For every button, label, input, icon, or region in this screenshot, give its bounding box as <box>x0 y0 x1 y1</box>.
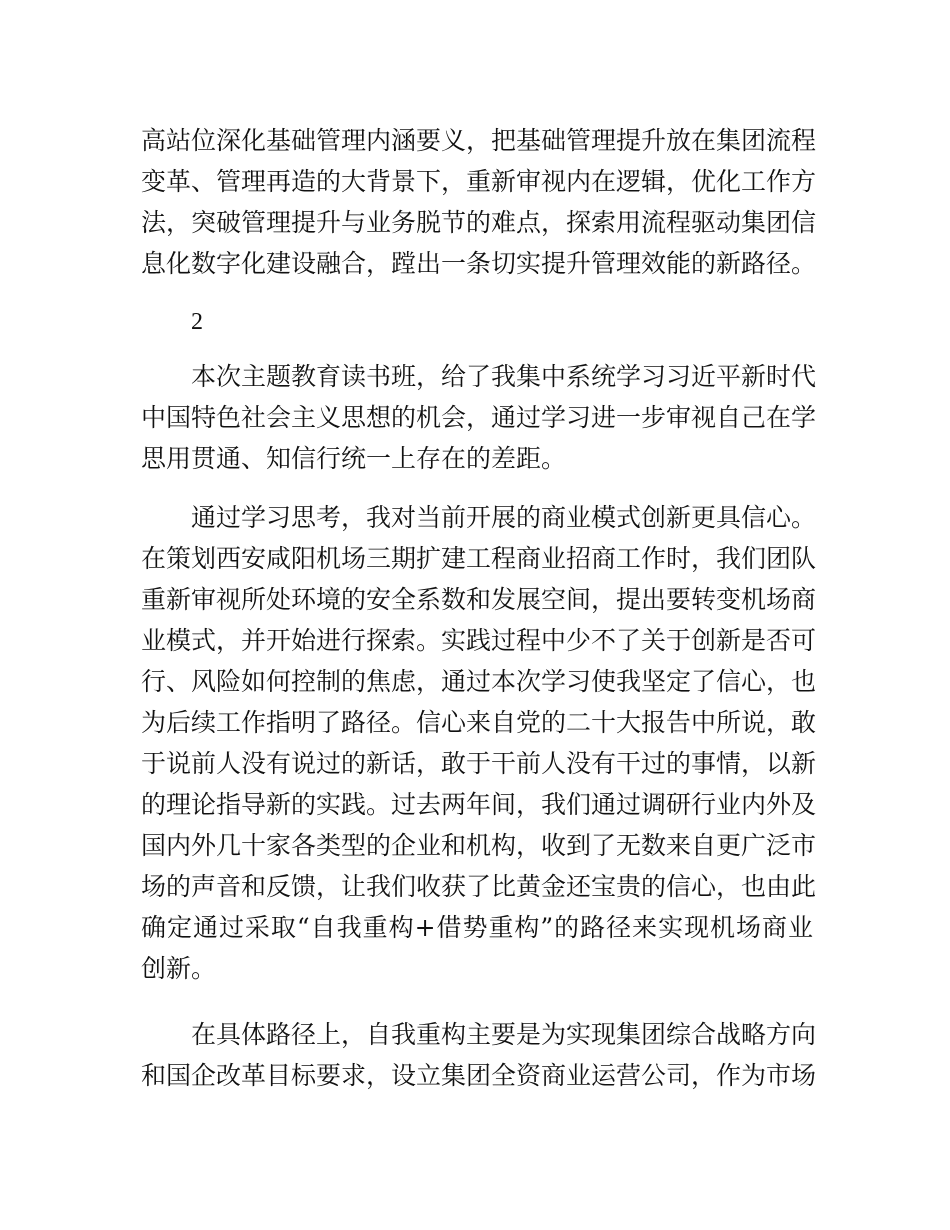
text-line: 的理论指导新的实践。过去两年间，我们通过调研行业内外及 <box>141 790 817 819</box>
text-line: 确定通过采取“自我重构+借势重构”的路径来实现机场商业 <box>141 913 813 942</box>
text-line: 中国特色社会主义思想的机会，通过学习进一步审视自己在学 <box>141 403 817 432</box>
text-line: 本次主题教育读书班，给了我集中系统学习习近平新时代 <box>191 362 817 391</box>
paragraph-4 <box>141 1014 817 1096</box>
text-line: 创新。 <box>141 954 217 983</box>
text-line: 和国企改革目标要求，设立集团全资商业运营公司，作为市场 <box>141 1061 817 1090</box>
text-line: 国内外几十家各类型的企业和机构，收到了无数来自更广泛市 <box>141 831 817 860</box>
text-line: 息化数字化建设融合，蹚出一条切实提升管理效能的新路径。 <box>141 249 817 278</box>
text-line: 场的声音和反馈，让我们收获了比黄金还宝贵的信心，也由此 <box>141 872 817 901</box>
text-line: 思用贯通、知信行统一上存在的差距。 <box>141 444 567 473</box>
text-line: 法，突破管理提升与业务脱节的难点，探索用流程驱动集团信 <box>141 208 817 237</box>
paragraph-2 <box>141 356 817 479</box>
text-line: 行、风险如何控制的焦虑，通过本次学习使我坚定了信心，也 <box>141 667 817 696</box>
text-line: 在策划西安咸阳机场三期扩建工程商业招商工作时，我们团队 <box>141 544 817 573</box>
text-line: 通过学习思考，我对当前开展的商业模式创新更具信心。 <box>191 503 817 532</box>
text-line: 高站位深化基础管理内涵要义，把基础管理提升放在集团流程 <box>141 126 817 155</box>
text-line: 业模式，并开始进行探索。实践过程中少不了关于创新是否可 <box>141 626 817 655</box>
section-number: 2 <box>191 309 203 335</box>
text-line: 变革、管理再造的大背景下，重新审视内在逻辑，优化工作方 <box>141 167 817 196</box>
text-line: 重新审视所处环境的安全系数和发展空间，提出要转变机场商 <box>141 585 817 614</box>
paragraph-3 <box>141 497 817 989</box>
text-line: 于说前人没有说过的新话，敢于干前人没有干过的事情，以新 <box>141 749 817 778</box>
text-line: 在具体路径上，自我重构主要是为实现集团综合战略方向 <box>191 1020 817 1049</box>
text-line: 为后续工作指明了路径。信心来自党的二十大报告中所说，敢 <box>141 708 817 737</box>
paragraph-1 <box>141 120 817 284</box>
